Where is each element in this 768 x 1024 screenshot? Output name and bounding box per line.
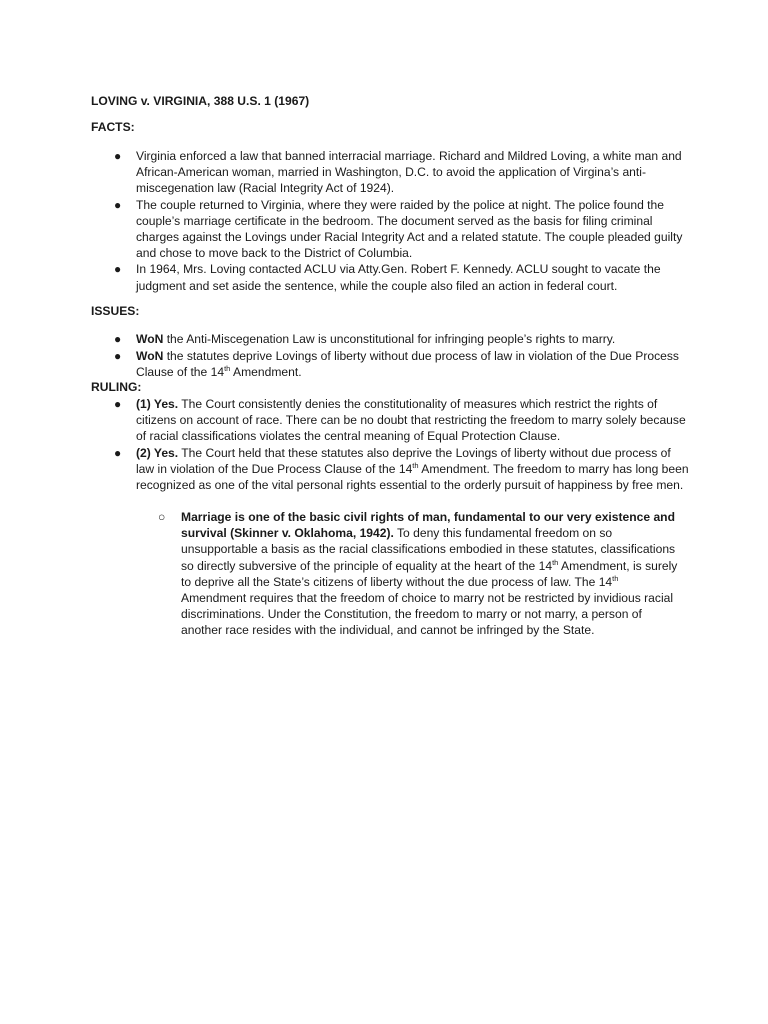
sub-lead: Marriage is one of the basic civil rights of man, fundamental to our very existence and survival (Skinner v. Oklahoma, 1942).: [181, 510, 675, 541]
list-item: [91, 348, 691, 380]
ruling-text: The Court held that these statutes also deprive the Lovings of liberty without due process of law in violation of the Due Process Clause of the 14: [136, 445, 671, 476]
fact-text: The couple returned to Virginia, where they were raided by the police at night. The police found the couple’s marriage certificate in the bedroom. The document served as the basis for filing criminal charges against the Lovings under Racial Integrity Act and a related statute. The couple pleaded guilty and chose to move back to the District of Columbia.: [136, 197, 683, 261]
list-item: [91, 396, 691, 445]
issue-text: the statutes deprive Lovings of liberty without due process of law in violation of the Due Process Clause of the 14: [136, 349, 679, 380]
list-item: [91, 331, 691, 347]
bullet-icon: ●: [114, 332, 122, 346]
facts-list: [91, 148, 691, 294]
facts-heading: FACTS:: [91, 120, 135, 134]
superscript: th: [612, 573, 619, 583]
ruling-heading: RULING:: [91, 380, 142, 394]
circle-bullet-icon: ○: [158, 510, 166, 524]
list-item: [91, 261, 691, 293]
bullet-icon: ●: [114, 262, 122, 277]
list-item: [91, 197, 691, 262]
bullet-icon: ●: [114, 397, 122, 411]
sub-text: Amendment requires that the freedom of choice to marry not be restricted by invidious racial discriminations. Under the Constitution, the freedom to marry or not marry, a person of another race resides with the individual, and cannot be infringed by the State.: [181, 591, 674, 638]
sub-text: To deny this fundamental freedom on so unsupportable a basis as the racial classifications embodied in these statutes, classifications so directly subversive of the principle of equality at the heart of the 14: [181, 526, 676, 573]
issue-lead: WoN: [136, 332, 164, 346]
list-item: [91, 445, 691, 494]
fact-text: Virginia enforced a law that banned interracial marriage. Richard and Mildred Loving, a white man and African-American woman, married in Washington, D.C. to avoid the application of Virgina’s anti-miscegenation law (Racial Integrity Act of 1924).: [136, 149, 682, 196]
list-item: [158, 509, 681, 639]
issue-text: the Anti-Miscegenation Law is unconstitutional for infringing people’s rights to marry.: [163, 332, 616, 346]
ruling-lead: (1) Yes.: [136, 397, 179, 411]
ruling-text: Amendment. The freedom to marry has long been recognized as one of the vital personal rights essential to the orderly pursuit of happiness by free men.: [136, 461, 689, 493]
issue-lead: WoN: [136, 349, 164, 364]
superscript: th: [552, 557, 559, 567]
list-item: [91, 148, 691, 197]
fact-text: In 1964, Mrs. Loving contacted ACLU via Atty.Gen. Robert F. Kennedy. ACLU sought to vacate the judgment and set aside the sentence, while the couple also filed an action in federal court.: [136, 262, 661, 293]
ruling-text: The Court consistently denies the constitutionality of measures which restrict the rights of citizens on account of race. There can be no doubt that restricting the freedom to marry solely because of racial classifications violates the central meaning of Equal Protection Clause.: [136, 397, 686, 444]
issues-heading: ISSUES:: [91, 304, 140, 318]
ruling-list: [91, 396, 691, 493]
bullet-icon: ●: [114, 445, 122, 460]
superscript: th: [224, 364, 231, 374]
superscript: th: [412, 460, 419, 470]
bullet-icon: ●: [114, 149, 122, 163]
bullet-icon: ●: [114, 197, 122, 212]
issue-text: Amendment.: [230, 365, 302, 380]
ruling-lead: (2) Yes.: [136, 445, 179, 460]
bullet-icon: ●: [114, 349, 122, 364]
ruling-sub-list: [158, 509, 681, 639]
issues-list: [91, 331, 691, 381]
sub-text: Amendment, is surely to deprive all the State’s citizens of liberty without the due process of law. The 14: [181, 558, 678, 589]
case-title: LOVING v. VIRGINIA, 388 U.S. 1 (1967): [91, 94, 310, 108]
